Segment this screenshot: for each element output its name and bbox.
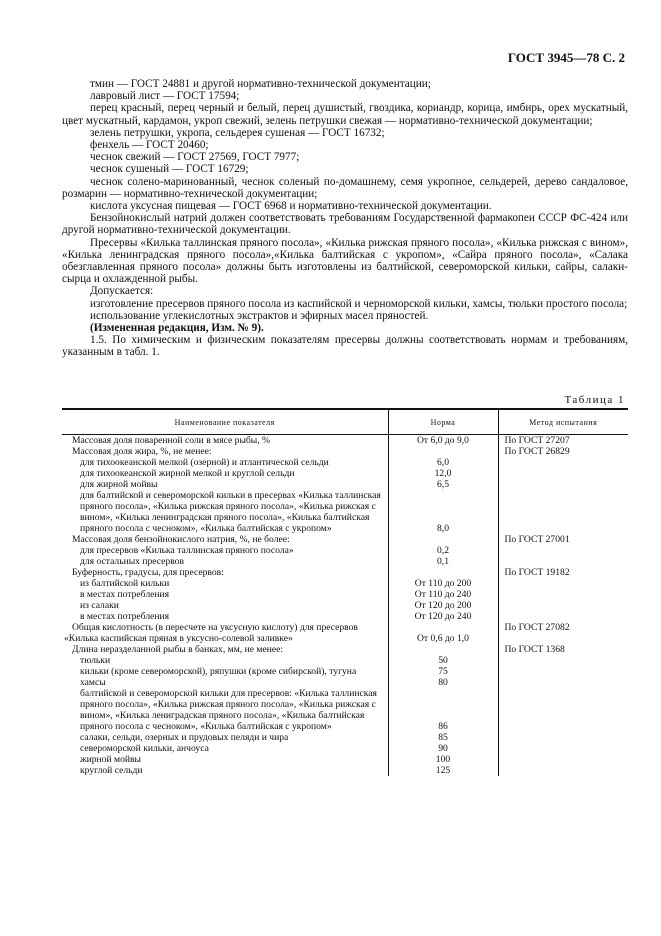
indicator-cell — [62, 688, 388, 732]
indicator-cell — [62, 468, 388, 479]
method-cell: По ГОСТ 1368 — [498, 644, 628, 655]
indicator-cell — [62, 732, 388, 743]
table-row — [62, 754, 628, 765]
paragraph: Пресервы «Килька таллинская пряного посола», «Килька рижская пряного посола», «Килька рижская с вином», «Килька ленинградская пряного посола»,«Килька балтийская с укропом», «Сайра пряного посола», «Салака обезглавленная пряного посола» должны быть изготовлены из балтийской, североморской кильки, сайры, салаки-сырца и охлажденной рыбы. — [62, 236, 628, 286]
method-cell: По ГОСТ 26829 — [498, 446, 628, 457]
method-cell — [498, 655, 628, 666]
table-header-row — [62, 409, 628, 435]
table-row — [62, 732, 628, 743]
indicator-text: Массовая доля поваренной соли в мясе рыбы, % — [72, 435, 271, 446]
paragraph: фенхель — ГОСТ 20460; — [90, 139, 209, 152]
norm-cell: 86 — [388, 688, 498, 732]
paragraph: использование углекислотных экстрактов и эфирных масел пряностей. — [90, 309, 429, 322]
norm-cell — [388, 534, 498, 545]
method-cell — [498, 743, 628, 754]
indicator-cell — [62, 765, 388, 776]
norm-cell: 6,0 — [388, 457, 498, 468]
table-row — [62, 600, 628, 611]
method-cell — [498, 490, 628, 534]
indicator-text: для тихоокеанской мелкой (озерной) и атлантической сельди — [80, 457, 329, 468]
header-indicator: Наименование показателя — [62, 409, 388, 435]
paragraph: перец красный, перец черный и белый, перец душистый, гвоздика, кориандр, корица, имбирь, орех мускатный, цвет мускатный, кардамон, укроп свежий, зелень петрушки свежая — нормативно-технической документации; — [62, 102, 628, 127]
norm-cell: 125 — [388, 765, 498, 776]
indicator-text: для тихоокеанской жирной мелкой и круглой сельди — [80, 468, 295, 479]
paragraph: кислота уксусная пищевая — ГОСТ 6968 и нормативно-технической документации. — [90, 200, 492, 213]
paragraph: Допускается: — [90, 285, 154, 298]
table-row — [62, 622, 628, 644]
indicator-cell — [62, 446, 388, 457]
norm-cell — [388, 446, 498, 457]
table-row — [62, 688, 628, 732]
indicators-table — [62, 408, 628, 776]
indicator-text: кильки (кроме североморской), ряпушки (кроме сибирской), тугуна — [80, 666, 357, 677]
indicator-cell — [62, 545, 388, 556]
indicator-cell — [62, 435, 388, 447]
norm-cell: 85 — [388, 732, 498, 743]
indicator-text: в местах потребления — [80, 611, 170, 622]
method-cell — [498, 545, 628, 556]
method-cell — [498, 677, 628, 688]
table-row — [62, 446, 628, 457]
paragraph: чеснок свежий — ГОСТ 27569, ГОСТ 7977; — [90, 151, 300, 164]
indicator-text: Буферность, градусы, для пресервов: — [72, 567, 224, 578]
norm-cell: От 6,0 до 9,0 — [388, 435, 498, 447]
method-cell — [498, 556, 628, 567]
indicator-cell — [62, 589, 388, 600]
table-row — [62, 743, 628, 754]
method-cell — [498, 468, 628, 479]
page-header: ГОСТ 3945—78 С. 2 — [507, 50, 625, 65]
indicator-cell — [62, 611, 388, 622]
indicator-text: хамсы — [80, 677, 106, 688]
indicator-cell — [62, 677, 388, 688]
indicator-cell — [62, 644, 388, 655]
indicator-cell — [62, 479, 388, 490]
table-row — [62, 578, 628, 589]
indicator-cell — [62, 655, 388, 666]
table-row — [62, 666, 628, 677]
table-row — [62, 534, 628, 545]
norm-cell: 80 — [388, 677, 498, 688]
body-text — [62, 78, 628, 359]
indicator-cell — [62, 754, 388, 765]
method-cell: По ГОСТ 27001 — [498, 534, 628, 545]
indicator-cell — [62, 567, 388, 578]
table-row — [62, 556, 628, 567]
indicator-text: для пресервов «Килька таллинская пряного посола» — [80, 545, 294, 556]
method-cell — [498, 600, 628, 611]
table-row — [62, 545, 628, 556]
table-row — [62, 677, 628, 688]
table-caption: Таблица 1 — [564, 394, 625, 406]
indicator-text: для жирной мойвы — [80, 479, 158, 490]
method-cell — [498, 578, 628, 589]
table-row — [62, 479, 628, 490]
indicator-cell — [62, 457, 388, 468]
method-cell — [498, 589, 628, 600]
norm-cell: 75 — [388, 666, 498, 677]
paragraph: 1.5. По химическим и физическим показателям пресервы должны соответствовать нормам и требованиям, указанным в табл. 1. — [62, 334, 628, 359]
paragraph: чеснок сушеный — ГОСТ 16729; — [90, 163, 249, 176]
norm-cell: 8,0 — [388, 490, 498, 534]
indicator-cell — [62, 578, 388, 589]
norm-cell: 0,1 — [388, 556, 498, 567]
table-row — [62, 468, 628, 479]
norm-cell — [388, 567, 498, 578]
norm-cell: 50 — [388, 655, 498, 666]
norm-cell: 6,5 — [388, 479, 498, 490]
indicator-text: Массовая доля жира, %, не менее: — [72, 446, 212, 457]
norm-cell: От 110 до 240 — [388, 589, 498, 600]
indicator-text: для остальных пресервов — [80, 556, 185, 567]
indicator-cell — [62, 743, 388, 754]
indicator-text: Массовая доля бензойнокислого натрия, %, не более: — [72, 534, 290, 545]
table-row — [62, 644, 628, 655]
indicator-cell — [62, 534, 388, 545]
table-row — [62, 490, 628, 534]
indicator-text: жирной мойвы — [80, 754, 142, 765]
indicator-text: из салаки — [80, 600, 119, 611]
table-row — [62, 655, 628, 666]
table-row — [62, 567, 628, 578]
norm-cell: 90 — [388, 743, 498, 754]
norm-cell: 0,2 — [388, 545, 498, 556]
header-method: Метод испытания — [498, 409, 628, 435]
norm-cell: От 120 до 200 — [388, 600, 498, 611]
paragraph: зелень петрушки, укропа, сельдерея сушеная — ГОСТ 16732; — [90, 126, 385, 139]
indicator-cell — [62, 622, 388, 644]
paragraph: лавровый лист — ГОСТ 17594; — [90, 90, 240, 103]
table-row — [62, 435, 628, 447]
table-row — [62, 589, 628, 600]
indicator-cell — [62, 556, 388, 567]
indicator-cell — [62, 490, 388, 534]
header-norm: Норма — [388, 409, 498, 435]
table-row — [62, 611, 628, 622]
method-cell: По ГОСТ 19182 — [498, 567, 628, 578]
method-cell — [498, 765, 628, 776]
norm-cell: От 110 до 200 — [388, 578, 498, 589]
indicator-text: тюльки — [80, 655, 111, 666]
indicator-text: Общая кислотность (в пересчете на уксусную кислоту) для пресервов «Килька каспийская пряная в уксусно-солевой заливке» — [64, 622, 358, 644]
method-cell — [498, 479, 628, 490]
indicator-text: из балтийской кильки — [80, 578, 170, 589]
indicator-text: Длина неразделанной рыбы в банках, мм, не менее: — [72, 644, 284, 655]
method-cell — [498, 688, 628, 732]
indicator-text: салаки, сельди, озерных и прудовых пеляди и чира — [80, 732, 289, 743]
method-cell — [498, 732, 628, 743]
norm-cell: 12,0 — [388, 468, 498, 479]
method-cell — [498, 611, 628, 622]
method-cell — [498, 666, 628, 677]
indicator-cell — [62, 666, 388, 677]
indicator-text: в местах потребления — [80, 589, 170, 600]
table-body — [62, 435, 628, 777]
paragraph: чеснок солено-маринованный, чеснок соленый по-домашнему, семя укропное, сельдерей, дерево сандаловое, розмарин — нормативно-технической документации; — [62, 175, 628, 200]
norm-cell: От 120 до 240 — [388, 611, 498, 622]
table-row — [62, 765, 628, 776]
method-cell — [498, 457, 628, 468]
paragraph: Бензойнокислый натрий должен соответствовать требованиям Государственной фармакопеи СССР ФС-424 или другой нормативно-технической документации. — [62, 212, 628, 237]
indicator-cell — [62, 600, 388, 611]
method-cell: По ГОСТ 27207 — [498, 435, 628, 447]
method-cell: По ГОСТ 27082 — [498, 622, 628, 644]
norm-cell — [388, 644, 498, 655]
paragraph: тмин — ГОСТ 24881 и другой нормативно-технической документации; — [90, 78, 431, 90]
norm-cell: 100 — [388, 754, 498, 765]
paragraph: изготовление пресервов пряного посола из каспийской и черноморской кильки, хамсы, тюльки простого посола; — [90, 297, 628, 310]
method-cell — [498, 754, 628, 765]
paragraph: (Измененная редакция, Изм. № 9). — [90, 322, 264, 335]
table-row — [62, 457, 628, 468]
indicator-text: круглой сельди — [80, 765, 143, 776]
indicator-text: балтийской и североморской кильки для пресервов: «Килька таллинская пряного посола», «Килька рижская пряного посола», «Килька рижская с вином», «Килька лениградская пряного посола», «Килька балтийская пряного посола с чесноком», «Килька балтийская с укропом» — [80, 688, 377, 732]
norm-cell: От 0,6 до 1,0 — [388, 622, 498, 644]
indicator-text: североморской кильки, анчоуса — [80, 743, 209, 754]
indicator-text: для балтийской и североморской кильки в пресервах «Килька таллинская пряного посола», «Килька рижская пряного посола», «Килька рижская с вином», «Килька ленинградская пряного посола», «Килька балтийская пряного посола с чесноком», «Килька балтийская с укропом» — [80, 490, 381, 534]
